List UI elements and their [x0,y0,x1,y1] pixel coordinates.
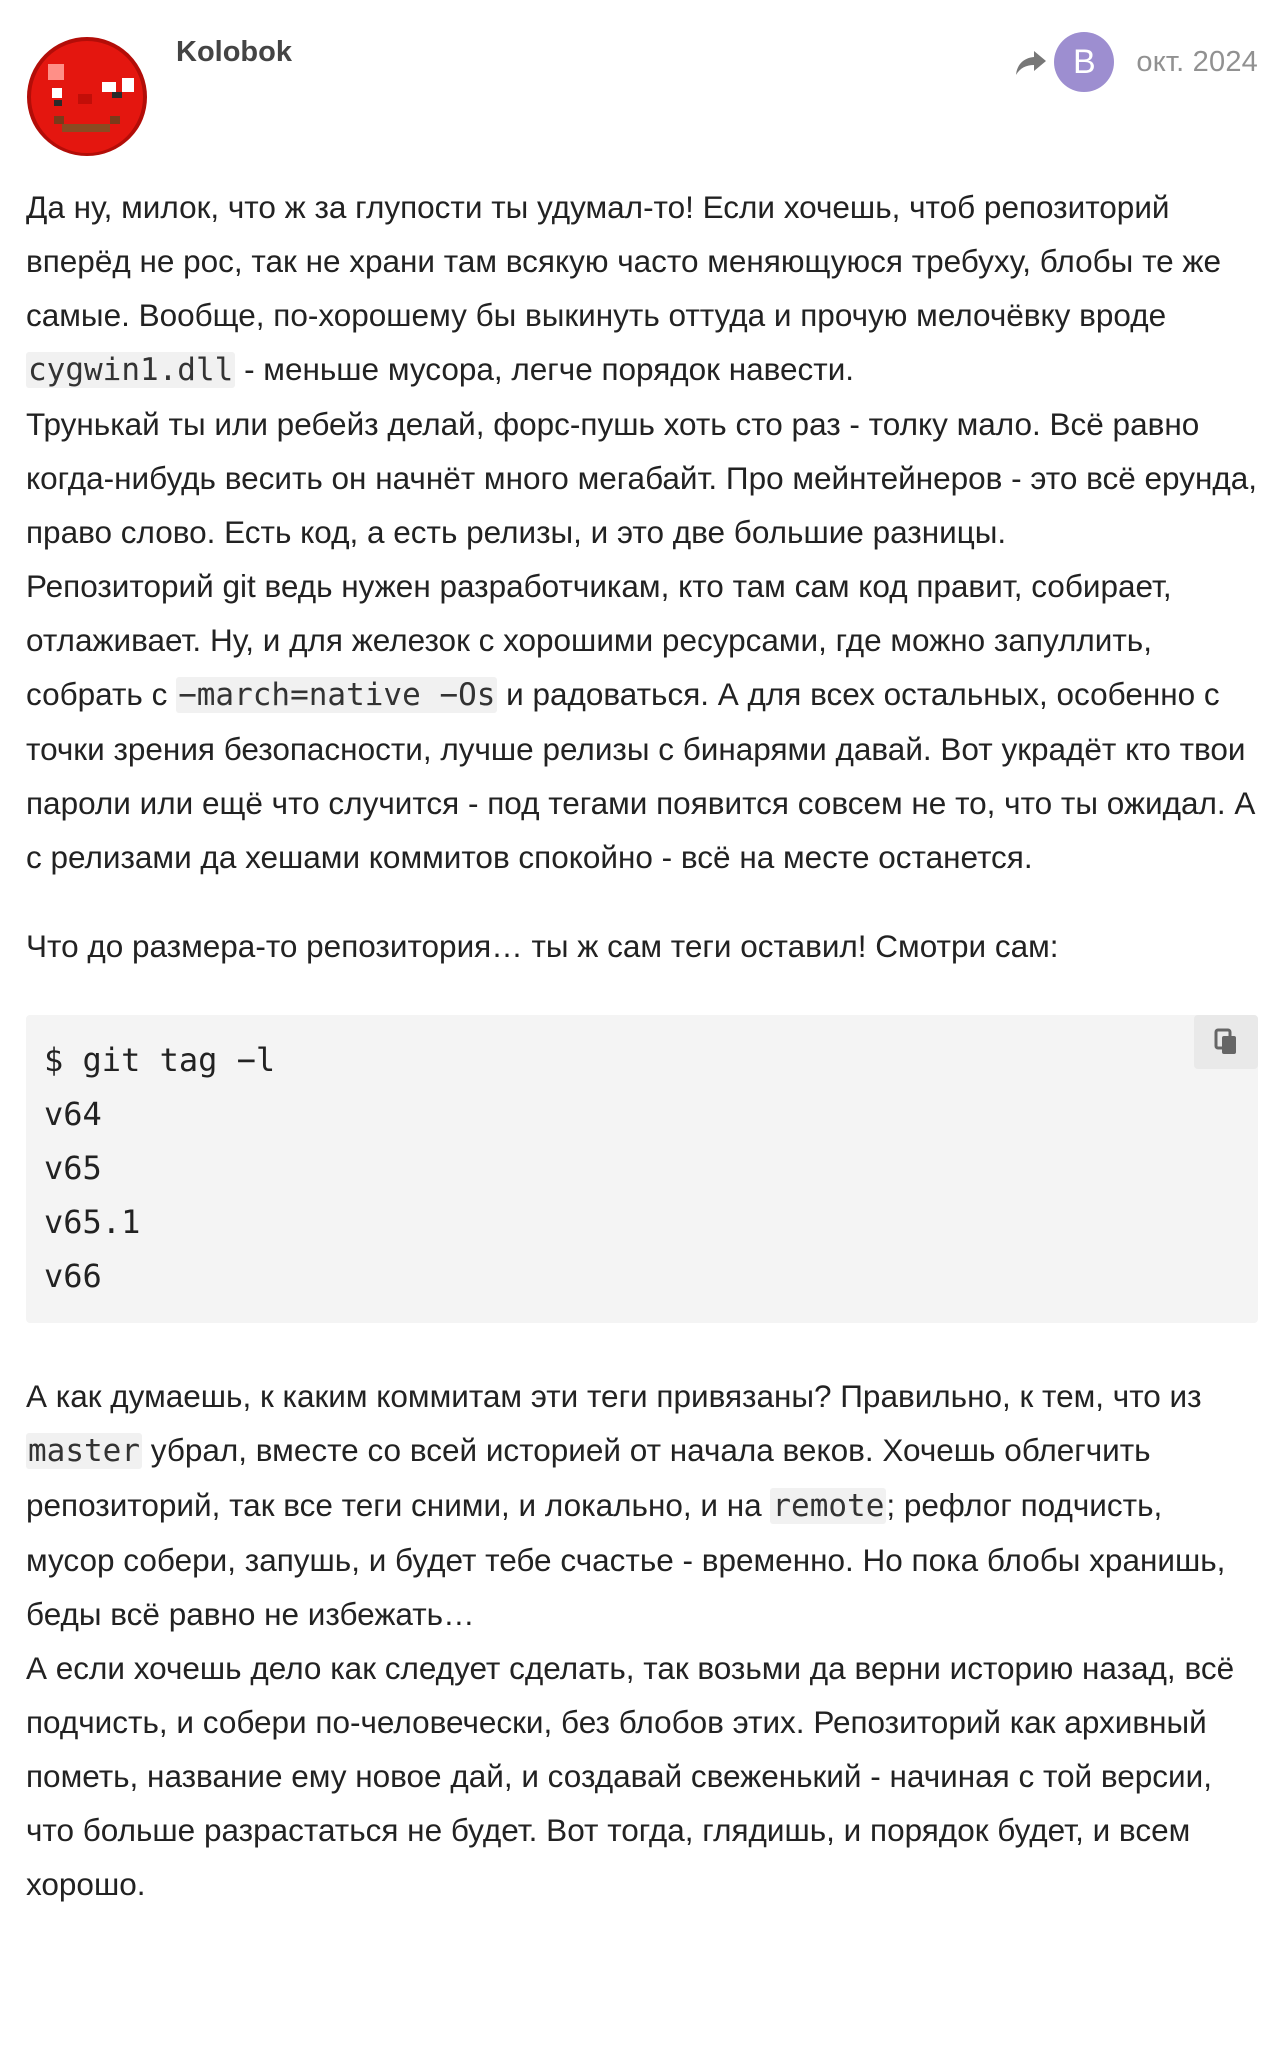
user-avatar[interactable] [26,34,148,156]
inline-code: cygwin1.dll [28,352,234,388]
username[interactable]: Kolobok [176,36,292,68]
post-paragraph-3 [26,1369,1258,1911]
text-span: - меньше мусора, легче порядок навести. [235,351,855,387]
text-span: ; рефлог подчисть, мусор собери, запушь, и будет тебе счастье - временно. Но пока блобы хранишь, беды всё равно не избежать… [26,1487,1226,1632]
reply-arrow-icon[interactable] [1014,45,1048,79]
text-span: Да ну, милок, что ж за глупости ты удумал-то! Если хочешь, чтоб репозиторий вперёд не рос, так не храни там всякую часто меняющуюся требуху, блобы те же самые. Вообще, по-хорошему бы выкинуть оттуда и прочую мелочёвку вроде [26,189,1222,333]
text-span: убрал, вместе со всей историей от начала веков. Хочешь облегчить репозиторий, так все теги сними, и локально, и на [26,1432,1151,1523]
text-span: Репозиторий git ведь нужен разработчикам, кто там сам код правит, собирает, отлаживает. Ну, и для железок с хорошими ресурсами, где можно запуллить, собрать с [26,568,1172,712]
post-meta [1014,32,1258,92]
kolobok-avatar-image [26,34,148,156]
inline-code: master [28,1433,140,1469]
post-paragraph-2: Что до размера-то репозитория… ты ж сам теги оставил! Смотри сам: [26,928,1059,964]
text-span: и радоваться. А для всех остальных, особенно с точки зрения безопасности, лучше релизы с бинарями давай. Вот украдёт кто твои пароли или ещё что случится - под тегами появится совсем не то, что ты ожидал. А с релизами да хешами коммитов спокойно - всё на месте останется. [26,676,1256,875]
text-span: Трунькай ты или ребейз делай, форс-пушь хоть сто раз - толку мало. Всё равно когда-нибудь весить он начнёт много мегабайт. Про мейнтейнеров - это всё ерунда, право слово. Есть код, а есть релизы, и это две большие разницы. [26,406,1258,550]
code-block [26,1015,1258,1323]
post-paragraph-1 [26,180,1258,884]
copy-code-button[interactable] [1194,1015,1258,1069]
copy-icon [1213,1028,1239,1056]
text-span: А если хочешь дело как следует сделать, так возьми да верни историю назад, всё подчисть, и собери по-человечески, без блобов этих. Репозиторий как архивный пометь, название ему новое дай, и создавай свеженький - начиная с той версии, что больше разрастаться не будет. Вот тогда, глядишь, и порядок будет, и всем хорошо. [26,1650,1235,1902]
post-body [26,180,1258,1911]
text-span: А как думаешь, к каким коммитам эти теги привязаны? Правильно, к тем, что из [26,1378,1202,1414]
inline-code: remote [772,1488,885,1524]
reply-to-avatar[interactable]: B [1054,32,1114,92]
post-date[interactable]: окт. 2024 [1136,45,1258,78]
inline-code: −march=native −Os [178,677,496,713]
code-block-content: $ git tag −l v64 v65 v65.1 v66 [44,1041,276,1295]
